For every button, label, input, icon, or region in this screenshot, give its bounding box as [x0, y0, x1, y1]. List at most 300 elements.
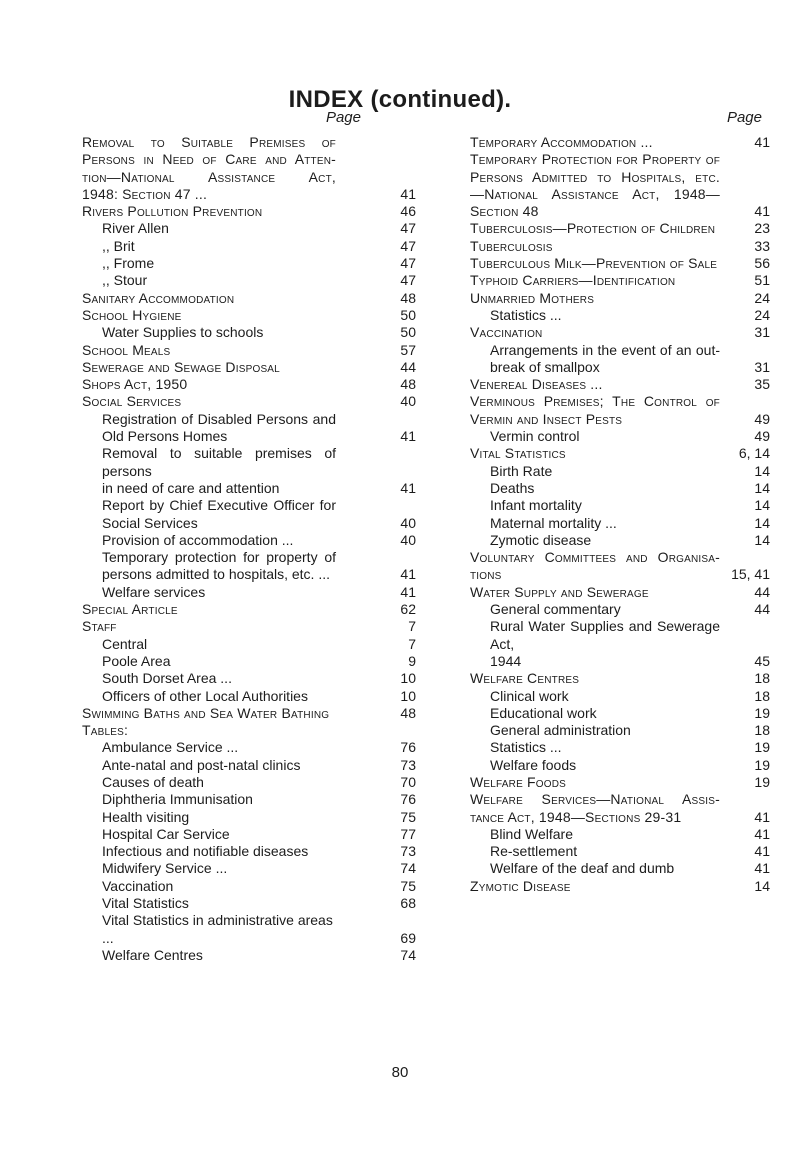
- entry-label-line: tance Act, 1948—Sections 29-31: [470, 808, 682, 825]
- index-entry: [470, 843, 770, 860]
- entry-label: [470, 393, 720, 428]
- entry-label: [82, 393, 336, 410]
- entry-label: [82, 618, 336, 635]
- entry-label: [82, 895, 336, 912]
- entry-label: [82, 809, 336, 826]
- index-entry: [82, 134, 416, 203]
- entry-label: [470, 670, 720, 687]
- entry-label-line: Temporary protection for property of: [102, 549, 336, 566]
- entry-label-line: Birth Rate: [490, 462, 553, 479]
- index-entry: [82, 860, 416, 877]
- index-entry: [82, 272, 416, 289]
- entry-label-line: Diphtheria Immunisation: [102, 791, 253, 808]
- entry-label-line: in need of care and attention: [102, 479, 280, 496]
- entry-label-line: Zymotic disease: [490, 531, 592, 548]
- entry-label-line: Vital Statistics: [102, 895, 189, 912]
- entry-label: [82, 947, 336, 964]
- index-entry: [82, 791, 416, 808]
- entry-page-number: 41: [754, 825, 770, 842]
- entry-page-number: 44: [400, 358, 416, 375]
- entry-page-number: 6, 14: [738, 445, 770, 462]
- entry-label-line: Verminous Premises; The Control of: [470, 393, 720, 410]
- right-entry-list: [470, 134, 770, 895]
- entry-page-number: 41: [754, 860, 770, 877]
- entry-label: [82, 757, 336, 774]
- entry-label-line: Rivers Pollution Prevention: [82, 203, 263, 220]
- entry-page-number: 45: [754, 652, 770, 669]
- entry-page-number: 41: [400, 479, 416, 496]
- entry-label-line: tions: [470, 566, 502, 583]
- entry-label-line: Central: [102, 635, 148, 652]
- entry-label: [470, 826, 720, 843]
- index-entry: [82, 220, 416, 237]
- entry-label: [470, 307, 720, 324]
- entry-label: [470, 705, 720, 722]
- entry-label-line: break of smallpox: [490, 358, 600, 375]
- index-entry: [82, 636, 416, 653]
- entry-label-line: Sewerage and Sewage Disposal: [82, 358, 280, 375]
- entry-label: [470, 860, 720, 877]
- index-entry: [82, 445, 416, 497]
- entry-label: [82, 411, 336, 446]
- entry-page-number: 41: [400, 428, 416, 445]
- entry-page-number: 18: [754, 722, 770, 739]
- entry-label-line: Swimming Baths and Sea Water Bathing: [82, 704, 330, 721]
- entry-label-line: tion—National Assistance Act,: [82, 168, 336, 185]
- index-entry: [470, 774, 770, 791]
- entry-page-number: 68: [400, 895, 416, 912]
- page-column-header: Page: [726, 109, 762, 126]
- index-entry: [470, 670, 770, 687]
- entry-page-number: 75: [400, 808, 416, 825]
- index-entry: [82, 359, 416, 376]
- entry-label-line: Welfare foods: [490, 756, 577, 773]
- entry-label-line: Typhoid Carriers—Identification: [470, 272, 676, 289]
- entry-page-number: 48: [400, 289, 416, 306]
- entry-page-number: 40: [400, 531, 416, 548]
- index-entry: [82, 601, 416, 618]
- entry-label: [82, 722, 336, 739]
- index-entry: [470, 376, 770, 393]
- index-entry: [82, 826, 416, 843]
- page-column-header: Page: [325, 109, 361, 126]
- entry-page-number: 49: [754, 428, 770, 445]
- entry-label-line: Infant mortality: [490, 497, 582, 514]
- entry-page-number: 41: [754, 808, 770, 825]
- index-entry: [470, 515, 770, 532]
- index-entry: [82, 843, 416, 860]
- entry-label-line: Statistics ...: [490, 306, 562, 323]
- entry-label: [470, 739, 720, 756]
- entry-page-number: 41: [754, 843, 770, 860]
- entry-label-line: Venereal Diseases ...: [470, 376, 603, 393]
- index-entry: [82, 947, 416, 964]
- entry-page-number: 18: [754, 670, 770, 687]
- entry-page-number: 14: [754, 877, 770, 894]
- entry-page-number: 76: [400, 739, 416, 756]
- index-entry: [470, 618, 770, 670]
- index-entry: [82, 411, 416, 446]
- entry-page-number: 14: [754, 479, 770, 496]
- entry-page-number: 56: [754, 255, 770, 272]
- left-column: [82, 108, 416, 964]
- entry-label: [470, 342, 720, 377]
- entry-label: [470, 584, 720, 601]
- entry-label-line: Tables:: [82, 722, 129, 739]
- entry-label-line: Provision of accommodation ...: [102, 531, 294, 548]
- entry-page-number: 10: [400, 687, 416, 704]
- entry-page-number: 73: [400, 843, 416, 860]
- entry-label: [470, 376, 720, 393]
- entry-page-number: 14: [754, 514, 770, 531]
- entry-label-line: Tuberculous Milk—Prevention of Sale: [470, 255, 718, 272]
- entry-page-number: 48: [400, 704, 416, 721]
- index-entry: [470, 688, 770, 705]
- entry-label: [470, 774, 720, 791]
- entry-label-line: Statistics ...: [490, 739, 562, 756]
- entry-page-number: 50: [400, 306, 416, 323]
- index-entry: [470, 705, 770, 722]
- entry-label: [82, 912, 336, 947]
- entry-label-line: Special Article: [82, 601, 178, 618]
- entry-label-line: Persons in Need of Care and Atten-: [82, 151, 336, 168]
- entry-label: [82, 290, 336, 307]
- entry-label-line: Tuberculosis—Protection of Children: [470, 220, 716, 237]
- entry-label: [82, 601, 336, 618]
- entry-label: [470, 220, 720, 237]
- index-entry: [470, 860, 770, 877]
- entry-label-line: Infectious and notifiable diseases: [102, 843, 309, 860]
- entry-label-line: Staff: [82, 618, 117, 635]
- entry-label-line: —National Assistance Act, 1948—: [470, 185, 720, 202]
- entry-label-line: Section 48: [470, 203, 539, 220]
- entry-page-number: 57: [400, 341, 416, 358]
- entry-label-line: Welfare Services—National Assis-: [470, 791, 720, 808]
- entry-label-line: Welfare Centres: [470, 670, 580, 687]
- index-entry: [82, 670, 416, 687]
- entry-label: [470, 497, 720, 514]
- entry-label-line: ,, Stour: [102, 272, 148, 289]
- entry-label: [82, 307, 336, 324]
- entry-label: [82, 134, 336, 203]
- entry-label-line: Zymotic Disease: [470, 877, 571, 894]
- entry-label: [82, 376, 336, 393]
- entry-page-number: 31: [754, 358, 770, 375]
- entry-label-line: Vital Statistics: [470, 445, 566, 462]
- index-entry: [470, 307, 770, 324]
- entry-page-number: 41: [400, 185, 416, 202]
- entry-label: [470, 549, 720, 584]
- entry-page-number: 33: [754, 237, 770, 254]
- entry-page-number: 41: [754, 134, 770, 150]
- entry-label: [470, 532, 720, 549]
- index-entry: [82, 618, 416, 635]
- entry-page-number: 47: [400, 272, 416, 289]
- entry-page-number: 73: [400, 756, 416, 773]
- entry-label: [82, 220, 336, 237]
- entry-page-number: 9: [408, 652, 416, 669]
- entry-label-line: Vital Statistics in administrative areas ...: [102, 912, 333, 946]
- entry-page-number: 40: [400, 514, 416, 531]
- entry-page-number: 19: [754, 773, 770, 790]
- index-entry: [470, 393, 770, 428]
- entry-label-line: Registration of Disabled Persons and: [102, 410, 336, 427]
- entry-label: [82, 878, 336, 895]
- entry-label: [82, 670, 336, 687]
- entry-label: [82, 255, 336, 272]
- entry-label-line: Temporary Protection for Property of: [470, 151, 720, 168]
- entry-label: [470, 618, 720, 670]
- index-entry: [82, 497, 416, 532]
- entry-page-number: 15, 41: [731, 566, 770, 583]
- index-entry: [82, 774, 416, 791]
- entry-label: [470, 290, 720, 307]
- page-title: INDEX (continued).: [288, 86, 512, 113]
- index-entry: [82, 290, 416, 307]
- entry-label-line: 1944: [490, 652, 522, 669]
- entry-page-number: 19: [754, 704, 770, 721]
- entry-label: [470, 480, 720, 497]
- index-entry: [470, 324, 770, 341]
- entry-label: [82, 774, 336, 791]
- entry-label-line: Temporary Accommodation ...: [470, 134, 653, 150]
- index-entry: [470, 445, 770, 462]
- index-entry: [82, 584, 416, 601]
- entry-label: [470, 791, 720, 826]
- entry-label: [470, 601, 720, 618]
- entry-page-number: 7: [408, 635, 416, 652]
- entry-label: [82, 584, 336, 601]
- entry-label-line: Water Supplies to schools: [102, 324, 264, 341]
- entry-label-line: ,, Frome: [102, 255, 155, 272]
- entry-label: [82, 653, 336, 670]
- entry-page-number: 14: [754, 462, 770, 479]
- entry-label-line: Clinical work: [490, 687, 569, 704]
- entry-page-number: 48: [400, 376, 416, 393]
- index-entry: [470, 497, 770, 514]
- entry-label: [82, 826, 336, 843]
- entry-page-number: 50: [400, 324, 416, 341]
- entry-label-line: 1948: Section 47 ...: [82, 185, 208, 202]
- entry-label-line: Welfare Foods: [470, 773, 567, 790]
- index-entry: [470, 757, 770, 774]
- index-entry: [470, 342, 770, 377]
- entry-label: [470, 238, 720, 255]
- entry-label-line: Voluntary Committees and Organisa-: [470, 549, 720, 566]
- index-entry: [82, 757, 416, 774]
- index-entry: [82, 722, 416, 739]
- entry-label-line: Sanitary Accommodation: [82, 289, 235, 306]
- entry-label: [82, 445, 336, 497]
- index-entry: [82, 342, 416, 359]
- entry-label: [470, 272, 720, 289]
- index-entry: [82, 653, 416, 670]
- right-column: [470, 108, 770, 895]
- entry-label-line: Maternal mortality ...: [490, 514, 617, 531]
- index-entry: [82, 376, 416, 393]
- entry-label-line: ,, Brit: [102, 237, 135, 254]
- index-entry: [82, 203, 416, 220]
- entry-page-number: 14: [754, 497, 770, 514]
- index-entry: [82, 238, 416, 255]
- entry-page-number: 44: [754, 601, 770, 618]
- entry-label-line: Removal to Suitable Premises of: [82, 134, 336, 150]
- entry-label: [82, 342, 336, 359]
- entry-label-line: Social Services: [82, 393, 182, 410]
- entry-page-number: 75: [400, 877, 416, 894]
- entry-label-line: General administration: [490, 722, 631, 739]
- index-entry: [470, 238, 770, 255]
- index-entry: [470, 791, 770, 826]
- entry-label-line: Report by Chief Executive Officer for: [102, 497, 336, 514]
- entry-label-line: Midwifery Service ...: [102, 860, 228, 877]
- entry-page-number: 44: [754, 583, 770, 600]
- entry-label-line: Persons Admitted to Hospitals, etc.: [470, 168, 720, 185]
- entry-page-number: 47: [400, 220, 416, 237]
- entry-label-line: Shops Act, 1950: [82, 376, 188, 393]
- entry-label: [470, 515, 720, 532]
- entry-label-line: Causes of death: [102, 773, 204, 790]
- entry-page-number: 74: [400, 946, 416, 963]
- entry-label: [470, 134, 720, 151]
- page-number: 80: [391, 1064, 409, 1081]
- index-entry: [470, 722, 770, 739]
- entry-label: [82, 497, 336, 532]
- entry-page-number: 51: [754, 272, 770, 289]
- index-entry: [82, 895, 416, 912]
- entry-label: [470, 463, 720, 480]
- entry-label: [82, 636, 336, 653]
- entry-label-line: persons admitted to hospitals, etc. ...: [102, 566, 331, 583]
- entry-label: [82, 549, 336, 584]
- entry-page-number: 40: [400, 393, 416, 410]
- index-entry: [82, 688, 416, 705]
- entry-page-number: 69: [400, 929, 416, 946]
- entry-label-line: Ambulance Service ...: [102, 739, 239, 756]
- index-entry: [82, 324, 416, 341]
- index-entry: [470, 272, 770, 289]
- left-entry-list: [82, 134, 416, 964]
- entry-page-number: 23: [754, 220, 770, 237]
- entry-label: [470, 878, 720, 895]
- entry-label-line: School Meals: [82, 341, 171, 358]
- entry-label-line: Vermin control: [490, 428, 580, 445]
- index-entry: [470, 584, 770, 601]
- entry-label-line: Ante-natal and post-natal clinics: [102, 756, 301, 773]
- entry-label-line: Welfare services: [102, 583, 206, 600]
- entry-label-line: South Dorset Area ...: [102, 670, 232, 687]
- entry-page-number: 31: [754, 324, 770, 341]
- entry-label-line: River Allen: [102, 220, 169, 237]
- index-entry: [82, 705, 416, 722]
- entry-label-line: Educational work: [490, 704, 597, 721]
- entry-label-line: Tuberculosis: [470, 237, 553, 254]
- entry-label-line: Poole Area: [102, 652, 171, 669]
- entry-label-line: Removal to suitable premises of persons: [102, 445, 336, 479]
- entry-label-line: Vermin and Insect Pests: [470, 410, 623, 427]
- entry-label: [470, 324, 720, 341]
- entry-page-number: 10: [400, 670, 416, 687]
- entry-label: [470, 255, 720, 272]
- entry-label: [470, 757, 720, 774]
- index-entry: [82, 878, 416, 895]
- entry-label-line: Officers of other Local Authorities: [102, 687, 308, 704]
- entry-label-line: General commentary: [490, 601, 621, 618]
- index-entry: [82, 739, 416, 756]
- index-entry: [470, 549, 770, 584]
- entry-page-number: 62: [400, 601, 416, 618]
- entry-label: [470, 445, 720, 462]
- entry-page-number: 47: [400, 237, 416, 254]
- entry-page-number: 77: [400, 825, 416, 842]
- entry-label: [470, 843, 720, 860]
- index-entry: [470, 290, 770, 307]
- index-entry: [82, 393, 416, 410]
- index-entry: [82, 549, 416, 584]
- index-entry: [470, 826, 770, 843]
- entry-label-line: Vaccination: [102, 877, 174, 894]
- entry-page-number: 70: [400, 773, 416, 790]
- entry-label: [82, 791, 336, 808]
- index-entry: [470, 532, 770, 549]
- entry-label-line: Deaths: [490, 479, 535, 496]
- entry-label-line: Old Persons Homes: [102, 428, 228, 445]
- entry-label: [82, 860, 336, 877]
- entry-label: [470, 722, 720, 739]
- entry-page-number: 46: [400, 203, 416, 220]
- entry-label: [82, 324, 336, 341]
- entry-label-line: Blind Welfare: [490, 825, 574, 842]
- entry-page-number: 18: [754, 687, 770, 704]
- index-entry: [470, 739, 770, 756]
- entry-label-line: Social Services: [102, 514, 198, 531]
- entry-label-line: School Hygiene: [82, 306, 182, 323]
- entry-page-number: 24: [754, 306, 770, 323]
- entry-label-line: Re-settlement: [490, 843, 578, 860]
- entry-label: [82, 739, 336, 756]
- entry-label: [470, 428, 720, 445]
- entry-label: [470, 688, 720, 705]
- entry-label-line: Rural Water Supplies and Sewerage Act,: [490, 618, 720, 652]
- index-entry: [470, 428, 770, 445]
- entry-page-number: 47: [400, 255, 416, 272]
- entry-page-number: 74: [400, 860, 416, 877]
- entry-label-line: Arrangements in the event of an out-: [490, 341, 720, 358]
- entry-page-number: 41: [754, 203, 770, 220]
- entry-label-line: Unmarried Mothers: [470, 289, 595, 306]
- entry-label-line: Hospital Car Service: [102, 825, 230, 842]
- entry-page-number: 24: [754, 289, 770, 306]
- entry-page-number: 35: [754, 376, 770, 393]
- entry-label: [82, 843, 336, 860]
- entry-page-number: 41: [400, 583, 416, 600]
- entry-page-number: 19: [754, 756, 770, 773]
- index-entry: [470, 878, 770, 895]
- index-entry: [470, 463, 770, 480]
- entry-label-line: Vaccination: [470, 324, 543, 341]
- entry-label-line: Health visiting: [102, 808, 190, 825]
- entry-label: [82, 272, 336, 289]
- entry-page-number: 49: [754, 410, 770, 427]
- entry-page-number: 41: [400, 566, 416, 583]
- entry-label: [82, 359, 336, 376]
- index-entry: [82, 912, 416, 947]
- entry-label-line: Welfare of the deaf and dumb: [490, 860, 675, 877]
- entry-label: [82, 705, 336, 722]
- entry-label: [82, 532, 336, 549]
- index-entry: [470, 255, 770, 272]
- entry-page-number: 7: [408, 618, 416, 635]
